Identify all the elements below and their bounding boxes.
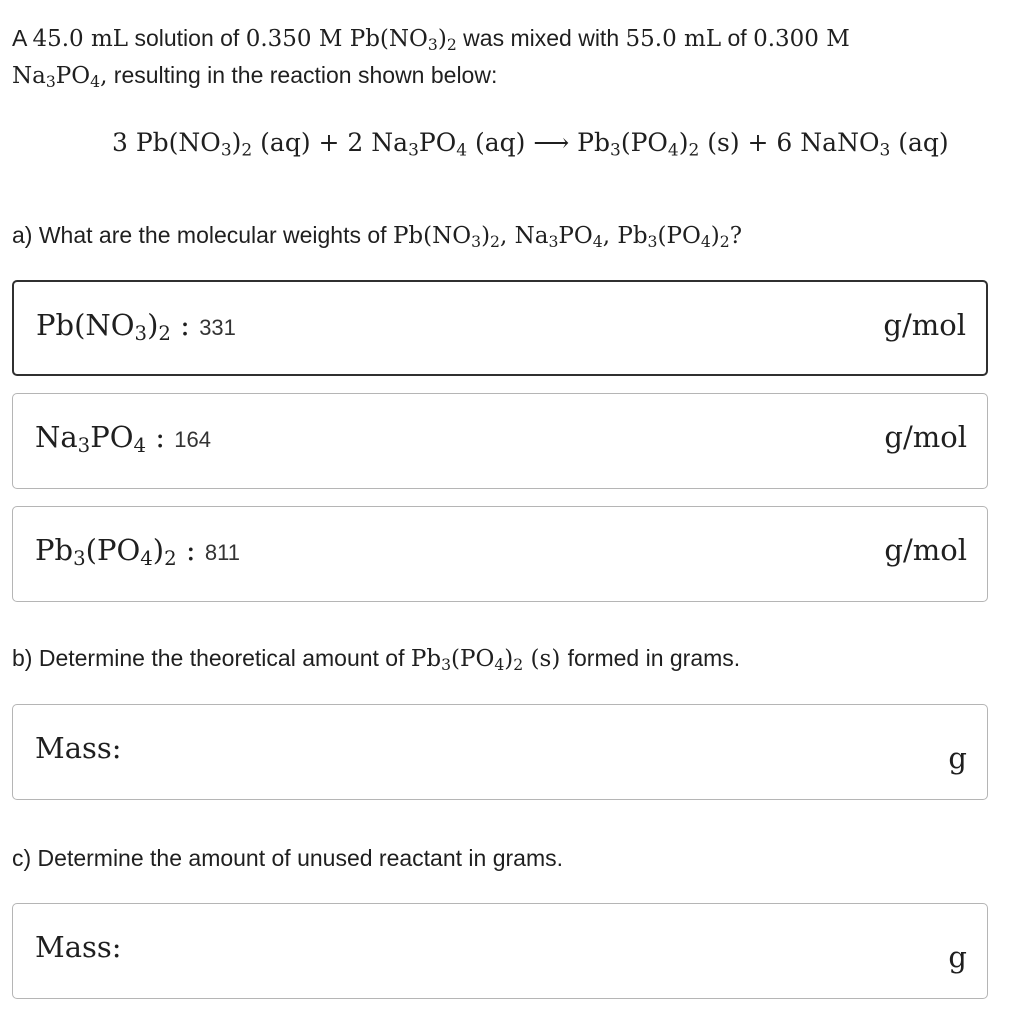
mass-field-b[interactable] xyxy=(12,704,988,800)
unit-label: g xyxy=(948,940,967,974)
field-label: $Pb_3(PO_4)_2$ : 811 xyxy=(35,533,240,570)
unit-label: g/mol xyxy=(884,533,967,567)
answer-value: 811 xyxy=(204,540,240,565)
reaction-equation: 3 $Pb(NO_3)_2$ (aq) + 2 $Na_3PO_4$ (aq) ⟶ $Pb_3(PO_4)_2$ (s) + 6 NaNO$_3$ (aq) xyxy=(112,128,949,161)
field-label: $Pb(NO_3)_2$ : 331 xyxy=(36,308,236,345)
question-a: a) What are the molecular weights of $Pb(NO_3)_2$, $Na_3PO_4$, $Pb_3(PO_4)_2$? xyxy=(12,222,743,251)
unit-label: g/mol xyxy=(883,308,966,342)
unit-label: g xyxy=(948,741,967,775)
question-c: c) Determine the amount of unused reactant in grams. xyxy=(12,845,564,871)
answer-value: 164 xyxy=(174,427,211,452)
mass-field-c[interactable] xyxy=(12,903,988,999)
answer-field-na3po4[interactable] xyxy=(12,393,988,489)
answer-field-pb3po42[interactable] xyxy=(12,506,988,602)
question-b: b) Determine the theoretical amount of $Pb_3(PO_4)_2$ (s) formed in grams. xyxy=(12,645,741,674)
unit-label: g/mol xyxy=(884,420,967,454)
field-label: Mass: xyxy=(35,731,122,765)
field-label: $Na_3PO_4$ : 164 xyxy=(35,420,211,457)
answer-value: 331 xyxy=(199,315,236,340)
answer-field-pbno32[interactable] xyxy=(12,280,988,376)
field-label: Mass: xyxy=(35,930,122,964)
problem-statement: A 45.0 mL solution of 0.350 M $Pb(NO_3)_2$ was mixed with 55.0 mL of 0.300 M $Na_3PO_4$, resulting in the reaction shown below: xyxy=(12,25,850,91)
